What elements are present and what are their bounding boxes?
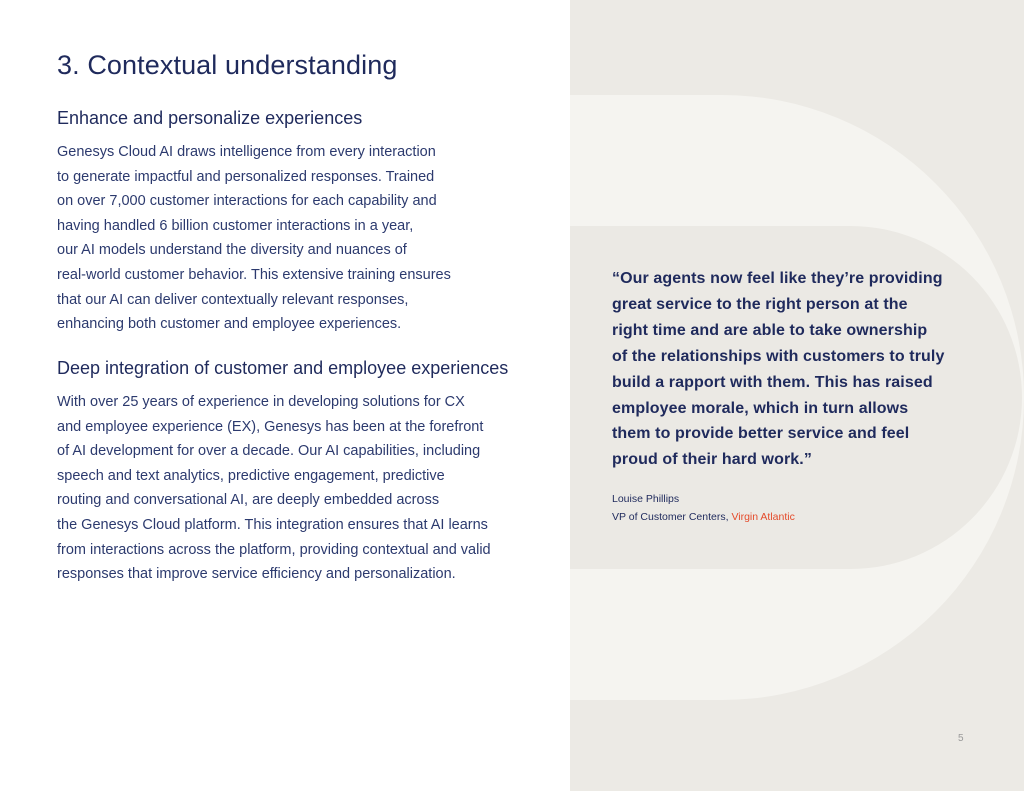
body-line: speech and text analytics, predictive engagement, predictive	[57, 467, 445, 484]
body-line: responses that improve service efficiency and personalization.	[57, 566, 456, 583]
body-line: our AI models understand the diversity and nuances of	[57, 242, 407, 259]
quote-role: VP of Customer Centers,	[612, 511, 732, 523]
section-heading-integration: Deep integration of customer and employee experiences	[57, 358, 509, 378]
quote-line: “Our agents now feel like they’re providing	[612, 270, 943, 287]
quote-line: great service to the right person at the	[612, 295, 908, 313]
body-line: With over 25 years of experience in developing solutions for CX	[57, 394, 465, 410]
quote-attribution	[612, 490, 795, 526]
body-line: and employee experience (EX), Genesys has been at the forefront	[57, 418, 484, 435]
body-line: routing and conversational AI, are deeply embedded across	[57, 492, 440, 509]
body-line: from interactions across the platform, providing contextual and valid	[57, 541, 491, 558]
body-line: Genesys Cloud AI draws intelligence from every interaction	[57, 144, 436, 160]
section-heading-personalize: Enhance and personalize experiences	[57, 108, 363, 128]
body-line: enhancing both customer and employee experiences.	[57, 316, 402, 333]
page-title: 3. Contextual understanding	[57, 50, 398, 80]
body-line: of AI development for over a decade. Our AI capabilities, including	[57, 443, 481, 460]
quote-company: Virgin Atlantic	[731, 511, 795, 523]
body-line: the Genesys Cloud platform. This integration ensures that AI learns	[57, 516, 488, 533]
quote-line: them to provide better service and feel	[612, 425, 910, 443]
quote-line: proud of their hard work.”	[612, 451, 812, 469]
quote-line: right time and are able to take ownership	[612, 321, 928, 339]
page-number: 5	[958, 733, 964, 744]
customer-quote	[612, 266, 952, 473]
quote-line: of the relationships with customers to truly	[612, 347, 945, 365]
quote-line: build a rapport with them. This has raised	[612, 373, 933, 391]
section-body-integration	[57, 390, 547, 587]
body-line: to generate impactful and personalized responses. Trained	[57, 168, 435, 185]
quote-role-line	[612, 508, 795, 526]
body-line: on over 7,000 customer interactions for each capability and	[57, 193, 437, 210]
quote-line: employee morale, which in turn allows	[612, 399, 909, 417]
section-body-personalize	[57, 140, 547, 337]
body-line: real-world customer behavior. This extensive training ensures	[57, 266, 451, 283]
quote-author: Louise Phillips	[612, 493, 680, 505]
body-line: that our AI can deliver contextually relevant responses,	[57, 291, 409, 308]
body-line: having handled 6 billion customer interactions in a year,	[57, 217, 414, 234]
